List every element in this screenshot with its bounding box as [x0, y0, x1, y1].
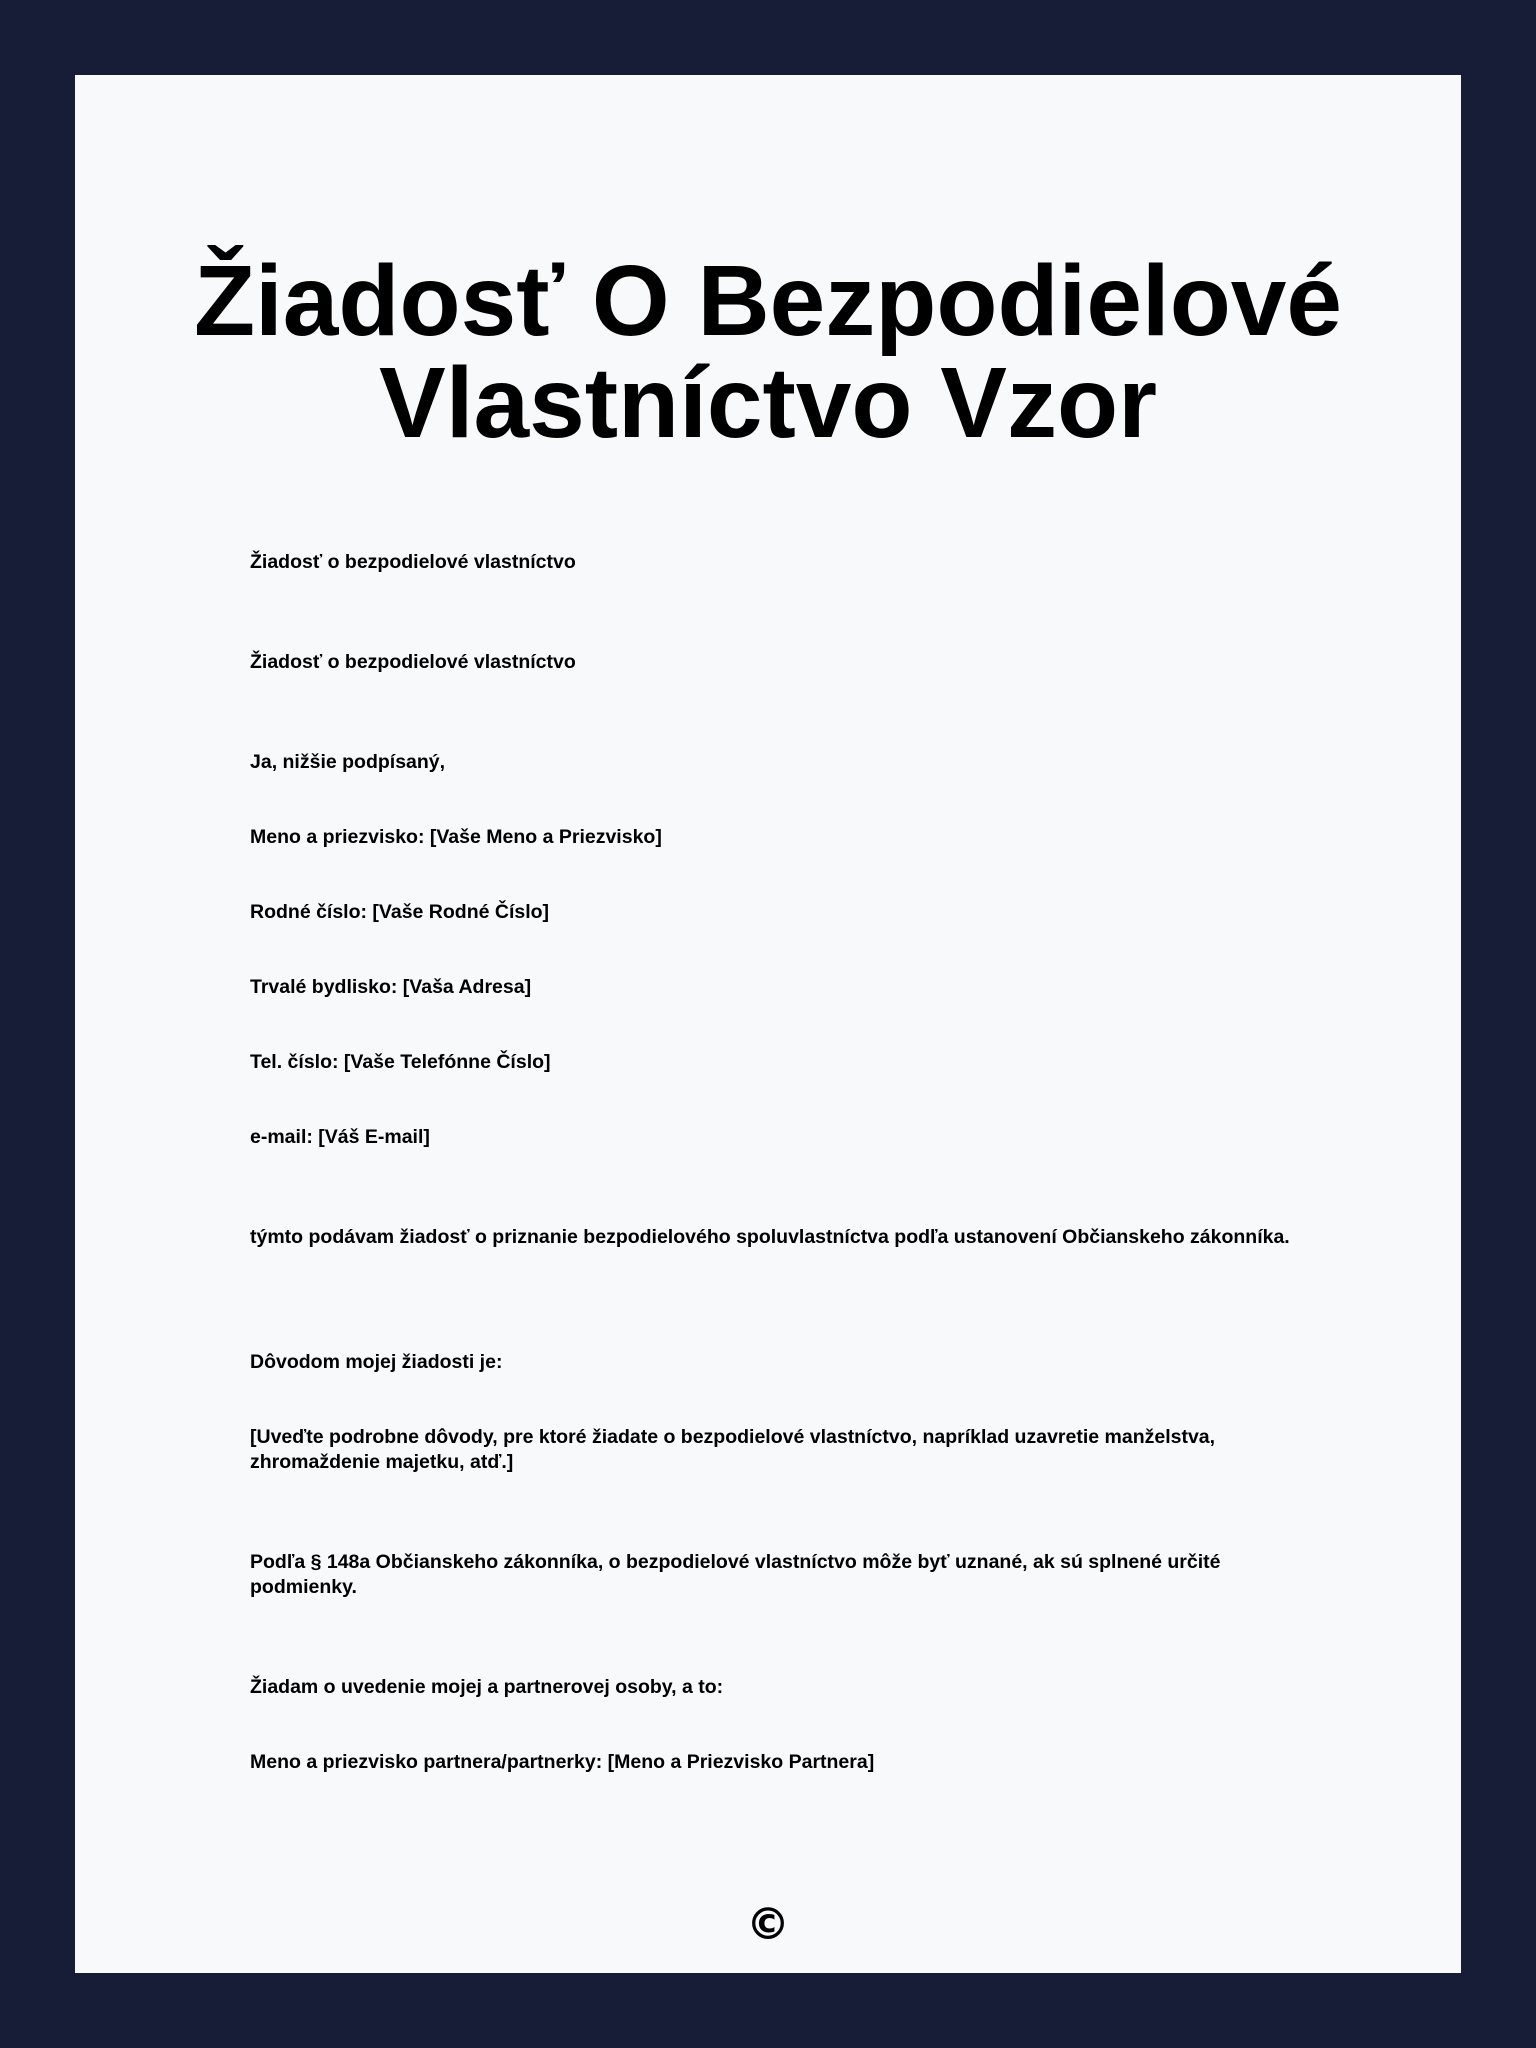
paragraph-partner-request: Žiadam o uvedenie mojej a partnerovej osoby, a to:: [250, 1676, 724, 1698]
field-phone: Tel. číslo: [Vaše Telefónne Číslo]: [250, 1051, 551, 1073]
field-partner-name: Meno a priezvisko partnera/partnerky: [Meno a Priezvisko Partnera]: [250, 1751, 875, 1773]
paragraph-heading-2: Žiadosť o bezpodielové vlastníctvo: [250, 651, 576, 673]
paragraph-legal-basis: Podľa § 148a Občianskeho zákonníka, o bezpodielové vlastníctvo môže byť uznané, ak sú splnené určité podmienky.: [250, 1551, 1221, 1598]
field-birth-number: Rodné číslo: [Vaše Rodné Číslo]: [250, 901, 550, 923]
paragraph-reason-label: Dôvodom mojej žiadosti je:: [250, 1351, 503, 1373]
field-email: e-mail: [Váš E-mail]: [250, 1126, 430, 1148]
paragraph-heading-1: Žiadosť o bezpodielové vlastníctvo: [250, 551, 576, 573]
paragraph-reason-details: [Uveďte podrobne dôvody, pre ktoré žiadate o bezpodielové vlastníctvo, napríklad uzavretie manželstva, zhromaždenie majetku, atď.]: [250, 1426, 1216, 1473]
field-name: Meno a priezvisko: [Vaše Meno a Priezvisko]: [250, 826, 662, 848]
field-address: Trvalé bydlisko: [Vaša Adresa]: [250, 976, 532, 998]
document-page: [75, 75, 1461, 1973]
paragraph-intro: Ja, nižšie podpísaný,: [250, 751, 446, 773]
copyright-icon: ©: [746, 1899, 790, 1950]
paragraph-request: týmto podávam žiadosť o priznanie bezpodielového spoluvlastníctva podľa ustanovení Občianskeho zákonníka.: [250, 1226, 1290, 1248]
document-title: Žiadosť O Bezpodielové Vlastníctvo Vzor: [193, 245, 1343, 459]
